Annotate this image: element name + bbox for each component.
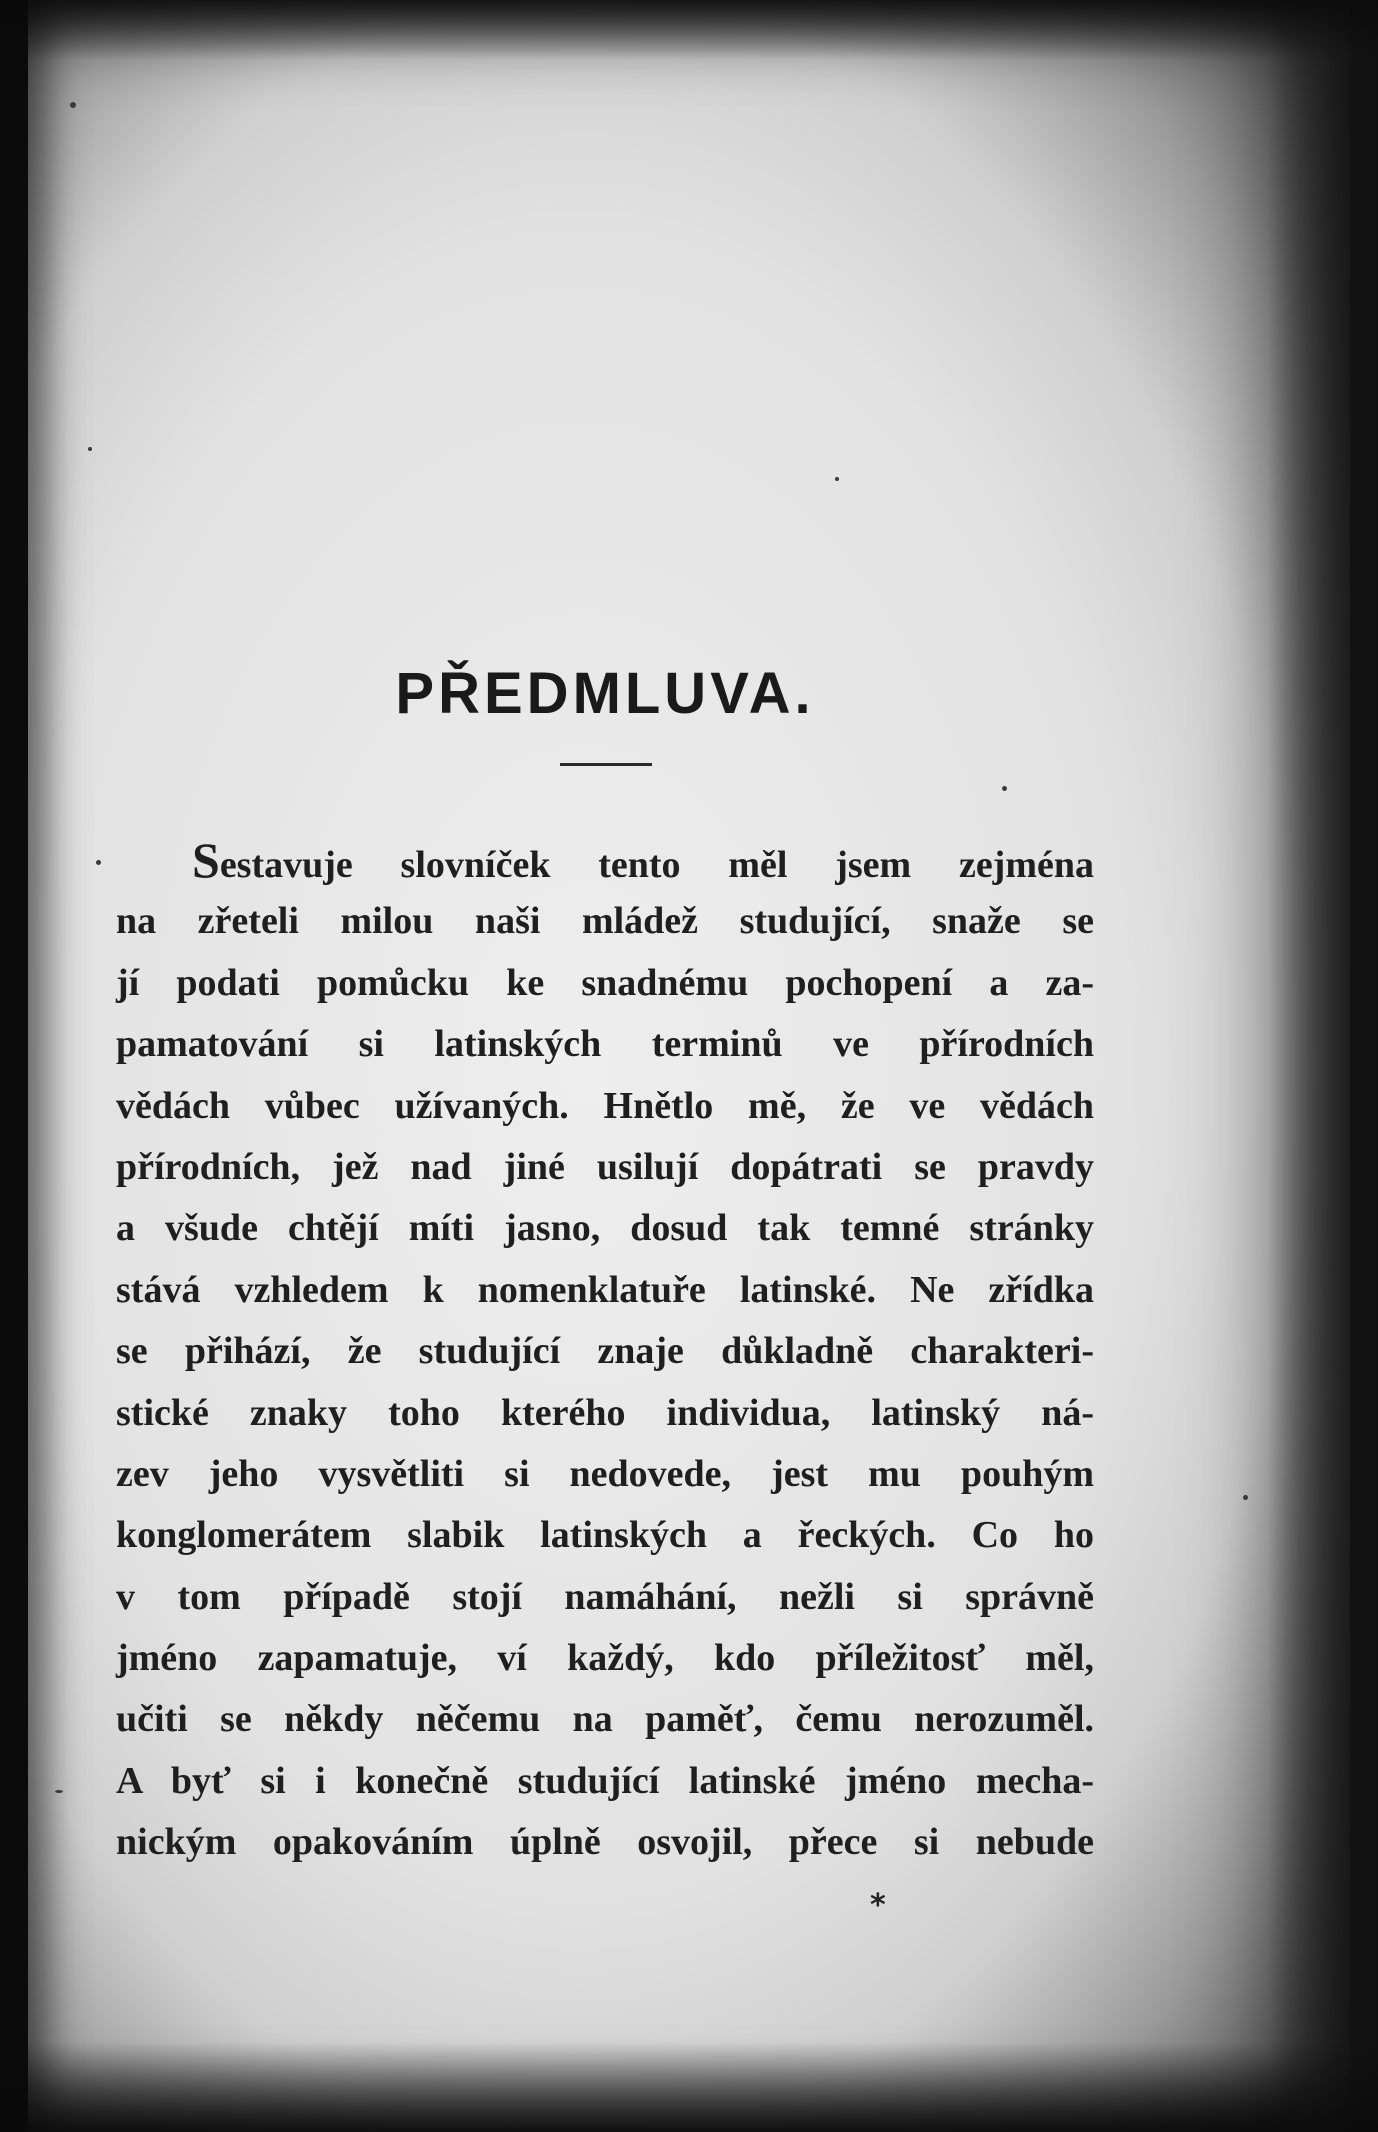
text-line: a všude chtějí míti jasno, dosud tak temné stránky xyxy=(116,1207,1094,1250)
text-line: jí podati pomůcku ke snadnému pochopení a za- xyxy=(116,961,1094,1004)
text-line: jméno zapamatuje, ví každý, kdo příležitosť měl, xyxy=(116,1637,1094,1680)
text-line: na zřeteli milou naši mládež studující, snaže se xyxy=(116,900,1094,943)
text-line: přírodních, jež nad jiné usilují dopátrati se pravdy xyxy=(116,1145,1094,1188)
text-line: pamatování si latinských terminů ve přírodních xyxy=(116,1023,1094,1066)
page-edge-shadow-bottom xyxy=(0,2042,1378,2132)
title-rule xyxy=(560,763,652,766)
text-line: se přihází, že studující znaje důkladně charakteri- xyxy=(116,1330,1094,1373)
text-line: stické znaky toho kterého individua, latinský ná- xyxy=(116,1391,1094,1434)
text-line: A byť si i konečně studující latinské jméno mecha- xyxy=(116,1759,1094,1802)
signature-mark: * xyxy=(870,1888,886,1923)
page-edge-shadow-right xyxy=(1268,0,1378,2132)
text-line: nickým opakováním úplně osvojil, přece si nebude xyxy=(116,1821,1094,1864)
drop-initial: S xyxy=(192,832,220,888)
text-line: stává vzhledem k nomenklatuře latinské. Ne zřídka xyxy=(116,1268,1094,1311)
page-edge-shadow-top xyxy=(0,0,1378,60)
scan-speck xyxy=(835,477,839,481)
scan-speck xyxy=(1002,786,1007,791)
scan-speck xyxy=(55,1790,63,1793)
page-title: PŘEDMLUVA. xyxy=(395,661,815,726)
text-line: učiti se někdy něčemu na paměť, čemu nerozuměl. xyxy=(116,1698,1094,1741)
text-line-first xyxy=(116,830,1094,891)
preface-text xyxy=(116,830,1094,1874)
text-line: v tom případě stojí namáhání, nežli si správně xyxy=(116,1575,1094,1618)
scan-speck xyxy=(1243,1495,1248,1500)
text-line: konglomerátem slabik latinských a řeckých. Co ho xyxy=(116,1514,1094,1557)
first-line-rest: estavuje slovníček tento měl jsem zejména xyxy=(219,844,1094,886)
text-line: zev jeho vysvětliti si nedovede, jest mu pouhým xyxy=(116,1452,1094,1495)
scan-speck xyxy=(70,102,76,108)
text-line: vědách vůbec užívaných. Hnětlo mě, že ve vědách xyxy=(116,1084,1094,1127)
scan-speck xyxy=(88,447,92,451)
scan-speck xyxy=(96,860,101,865)
